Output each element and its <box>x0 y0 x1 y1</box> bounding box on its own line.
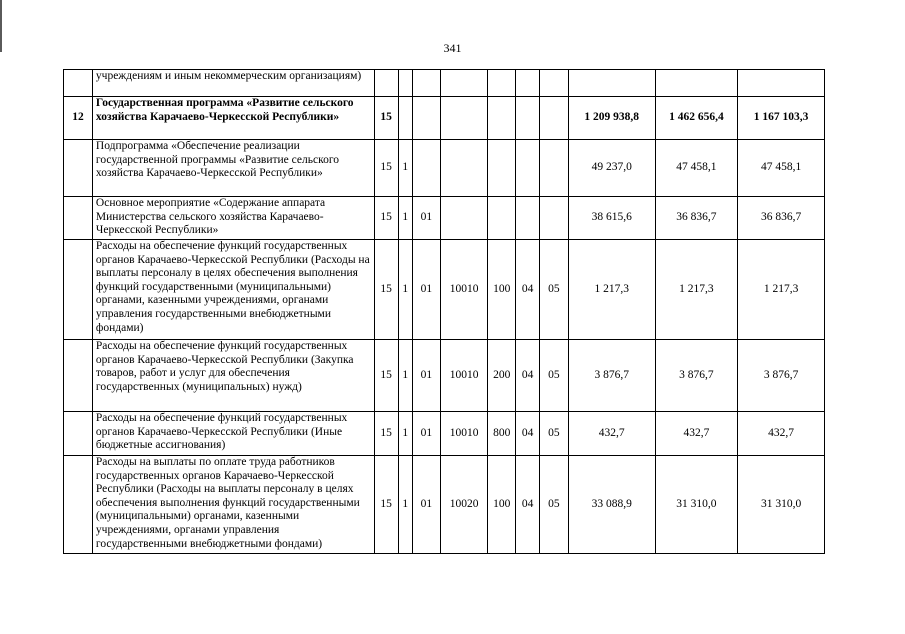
amount-year3-cell: 432,7 <box>738 412 825 456</box>
amount-year2-cell: 1 217,3 <box>655 240 738 340</box>
subsection-code-cell <box>539 97 568 140</box>
activity-code-cell <box>412 140 440 197</box>
expense-type-cell <box>488 140 516 197</box>
program-code-cell: 15 <box>374 140 398 197</box>
amount-year2-cell: 1 462 656,4 <box>655 97 738 140</box>
activity-code-cell: 01 <box>412 412 440 456</box>
subprogram-code-cell: 1 <box>398 456 412 554</box>
activity-code-cell <box>412 70 440 97</box>
row-name-cell: Подпрограмма «Обеспечение реализации государственной программы «Развитие сельского хозяйства Карачаево-Черкесской Республики» <box>92 140 374 197</box>
amount-year3-cell: 1 167 103,3 <box>738 97 825 140</box>
expense-type-cell: 800 <box>488 412 516 456</box>
program-code-cell <box>374 70 398 97</box>
section-code-cell <box>516 97 540 140</box>
row-number-cell: 12 <box>64 97 93 140</box>
direction-code-cell <box>440 70 487 97</box>
row-name-cell: Государственная программа «Развитие сельского хозяйства Карачаево-Черкесской Республики» <box>92 97 374 140</box>
direction-code-cell <box>440 197 487 240</box>
expense-type-cell: 200 <box>488 340 516 412</box>
activity-code-cell: 01 <box>412 340 440 412</box>
amount-year1-cell: 1 209 938,8 <box>568 97 655 140</box>
budget-table <box>63 69 825 554</box>
program-code-cell: 15 <box>374 197 398 240</box>
section-code-cell <box>516 197 540 240</box>
amount-year3-cell: 31 310,0 <box>738 456 825 554</box>
table-row <box>64 97 825 140</box>
table-row <box>64 412 825 456</box>
subprogram-code-cell: 1 <box>398 140 412 197</box>
table-row <box>64 456 825 554</box>
amount-year2-cell: 31 310,0 <box>655 456 738 554</box>
page-number: 341 <box>443 41 462 55</box>
amount-year2-cell: 432,7 <box>655 412 738 456</box>
program-code-cell: 15 <box>374 412 398 456</box>
amount-year1-cell: 49 237,0 <box>568 140 655 197</box>
section-code-cell: 04 <box>516 456 540 554</box>
amount-year2-cell <box>655 70 738 97</box>
expense-type-cell <box>488 197 516 240</box>
amount-year1-cell: 1 217,3 <box>568 240 655 340</box>
section-code-cell <box>516 140 540 197</box>
subsection-code-cell: 05 <box>539 456 568 554</box>
subprogram-code-cell: 1 <box>398 240 412 340</box>
section-code-cell: 04 <box>516 340 540 412</box>
row-number-cell <box>64 240 93 340</box>
direction-code-cell: 10020 <box>440 456 487 554</box>
row-name-cell: учреждениям и иным некоммерческим организациям) <box>92 70 374 97</box>
program-code-cell: 15 <box>374 340 398 412</box>
amount-year2-cell: 47 458,1 <box>655 140 738 197</box>
subprogram-code-cell: 1 <box>398 197 412 240</box>
subsection-code-cell <box>539 70 568 97</box>
program-code-cell: 15 <box>374 456 398 554</box>
direction-code-cell <box>440 97 487 140</box>
expense-type-cell <box>488 97 516 140</box>
direction-code-cell <box>440 140 487 197</box>
subsection-code-cell: 05 <box>539 340 568 412</box>
row-name-cell: Расходы на обеспечение функций государственных органов Карачаево-Черкесской Республики (Закупка товаров, работ и услуг для обеспечения государственных (муниципальных) нужд) <box>92 340 374 412</box>
activity-code-cell: 01 <box>412 240 440 340</box>
amount-year3-cell: 36 836,7 <box>738 197 825 240</box>
subsection-code-cell: 05 <box>539 412 568 456</box>
row-number-cell <box>64 456 93 554</box>
subprogram-code-cell: 1 <box>398 340 412 412</box>
activity-code-cell <box>412 97 440 140</box>
amount-year2-cell: 36 836,7 <box>655 197 738 240</box>
subsection-code-cell <box>539 197 568 240</box>
amount-year1-cell: 38 615,6 <box>568 197 655 240</box>
section-code-cell: 04 <box>516 412 540 456</box>
row-number-cell <box>64 140 93 197</box>
amount-year1-cell: 3 876,7 <box>568 340 655 412</box>
program-code-cell: 15 <box>374 240 398 340</box>
direction-code-cell: 10010 <box>440 240 487 340</box>
expense-type-cell: 100 <box>488 240 516 340</box>
row-number-cell <box>64 412 93 456</box>
amount-year3-cell: 47 458,1 <box>738 140 825 197</box>
section-code-cell: 04 <box>516 240 540 340</box>
direction-code-cell: 10010 <box>440 412 487 456</box>
amount-year3-cell <box>738 70 825 97</box>
table-row <box>64 70 825 97</box>
table-row <box>64 197 825 240</box>
activity-code-cell: 01 <box>412 197 440 240</box>
row-name-cell: Расходы на обеспечение функций государственных органов Карачаево-Черкесской Республики (Расходы на выплаты персоналу в целях обеспечения выполнения функций государственными (муниципальными) органами, казенными учреждениями, органами управления государственными внебюджетными фондами) <box>92 240 374 340</box>
expense-type-cell: 100 <box>488 456 516 554</box>
amount-year3-cell: 1 217,3 <box>738 240 825 340</box>
row-number-cell <box>64 340 93 412</box>
subprogram-code-cell: 1 <box>398 412 412 456</box>
row-name-cell: Расходы на выплаты по оплате труда работников государственных органов Карачаево-Черкесской Республики (Расходы на выплаты персоналу в целях обеспечения выполнения функций государственными (муниципальными) органами, казенными учреждениями, органами управления государственными внебюджетными фондами) <box>92 456 374 554</box>
table-row <box>64 140 825 197</box>
amount-year1-cell: 432,7 <box>568 412 655 456</box>
subprogram-code-cell <box>398 70 412 97</box>
amount-year1-cell: 33 088,9 <box>568 456 655 554</box>
amount-year3-cell: 3 876,7 <box>738 340 825 412</box>
subsection-code-cell: 05 <box>539 240 568 340</box>
subprogram-code-cell <box>398 97 412 140</box>
row-name-cell: Расходы на обеспечение функций государственных органов Карачаево-Черкесской Республики (Иные бюджетные ассигнования) <box>92 412 374 456</box>
direction-code-cell: 10010 <box>440 340 487 412</box>
section-code-cell <box>516 70 540 97</box>
table-row <box>64 240 825 340</box>
program-code-cell: 15 <box>374 97 398 140</box>
activity-code-cell: 01 <box>412 456 440 554</box>
table-row <box>64 340 825 412</box>
amount-year1-cell <box>568 70 655 97</box>
subsection-code-cell <box>539 140 568 197</box>
amount-year2-cell: 3 876,7 <box>655 340 738 412</box>
expense-type-cell <box>488 70 516 97</box>
row-number-cell <box>64 197 93 240</box>
row-number-cell <box>64 70 93 97</box>
row-name-cell: Основное мероприятие «Содержание аппарата Министерства сельского хозяйства Карачаево-Черкесской Республики» <box>92 197 374 240</box>
